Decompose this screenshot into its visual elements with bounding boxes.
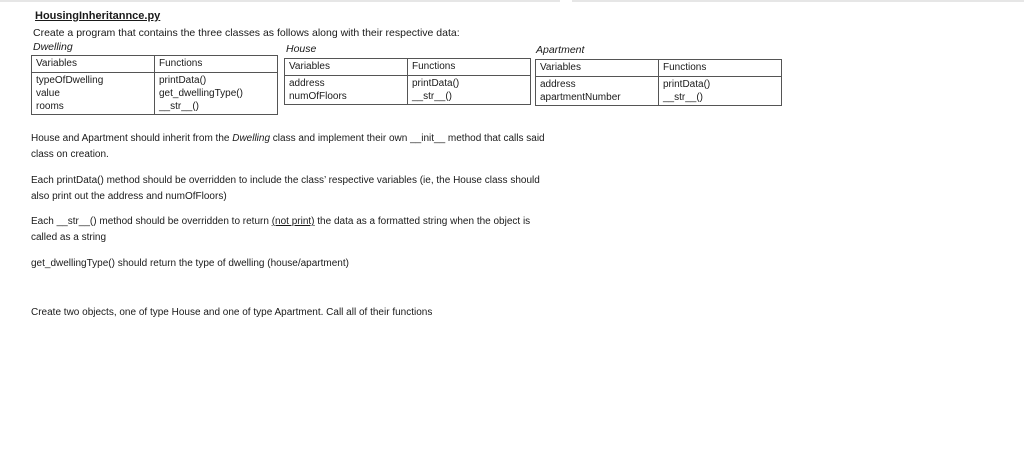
house-functions-cell <box>408 76 531 105</box>
house-variables-cell <box>285 76 408 105</box>
dwelling-variable: rooms <box>36 101 64 112</box>
dwelling-variables-header: Variables <box>32 56 155 73</box>
printdata-paragraph: Each printData() method should be overridden to include the class’ respective variables (ie, the House class should also print out the address and numOfFloors) <box>31 175 540 202</box>
inheritance-text: House and Apartment should inherit from the <box>31 133 233 144</box>
dwelling-function: __str__() <box>159 101 200 112</box>
house-table <box>284 58 531 105</box>
top-rule-gap <box>560 0 572 2</box>
apartment-variables-header: Variables <box>536 60 659 77</box>
dwelling-function: get_dwellingType() <box>159 88 243 99</box>
dwelling-table <box>31 55 278 115</box>
document-title: HousingInheritannce.py <box>35 10 161 22</box>
house-functions-header: Functions <box>408 59 531 76</box>
apartment-functions-cell <box>659 77 782 106</box>
dwelling-caption: Dwelling <box>33 41 73 53</box>
intro-text: Create a program that contains the three classes as follows along with their respective data: <box>33 27 460 39</box>
dwelling-variable: typeOfDwelling <box>36 75 104 86</box>
apartment-functions-header: Functions <box>659 60 782 77</box>
inheritance-text-continued: class and implement their own __init__ method that calls said class on creation. <box>31 133 545 160</box>
apartment-variable: apartmentNumber <box>540 92 621 103</box>
apartment-variable: address <box>540 79 576 90</box>
dwelling-functions-cell <box>155 73 278 115</box>
house-variable: numOfFloors <box>289 91 347 102</box>
house-function: __str__() <box>412 91 453 102</box>
dwelling-emphasis: Dwelling <box>232 133 271 144</box>
dwellingtype-paragraph: get_dwellingType() should return the type of dwelling (house/apartment) <box>31 258 349 269</box>
str-text: Each __str__() method should be overridden to return <box>31 216 272 227</box>
apartment-table <box>535 59 782 106</box>
house-function: printData() <box>412 78 460 89</box>
house-variable: address <box>289 78 325 89</box>
dwelling-variables-cell <box>32 73 155 115</box>
dwelling-variable: value <box>36 88 60 99</box>
create-objects-paragraph: Create two objects, one of type House and one of type Apartment. Call all of their functions <box>31 307 433 318</box>
house-caption: House <box>286 43 317 55</box>
not-print-underline: (not print) <box>271 216 315 227</box>
house-variables-header: Variables <box>285 59 408 76</box>
top-rule <box>0 0 1024 2</box>
apartment-variables-cell <box>536 77 659 106</box>
str-text-continued: the data as a formatted string when the object is called as a string <box>31 216 531 243</box>
apartment-function: printData() <box>663 79 711 90</box>
str-paragraph <box>31 214 551 246</box>
apartment-function: __str__() <box>663 92 704 103</box>
inheritance-paragraph <box>31 131 551 163</box>
apartment-caption: Apartment <box>536 44 585 56</box>
dwelling-functions-header: Functions <box>155 56 278 73</box>
dwelling-function: printData() <box>159 75 207 86</box>
